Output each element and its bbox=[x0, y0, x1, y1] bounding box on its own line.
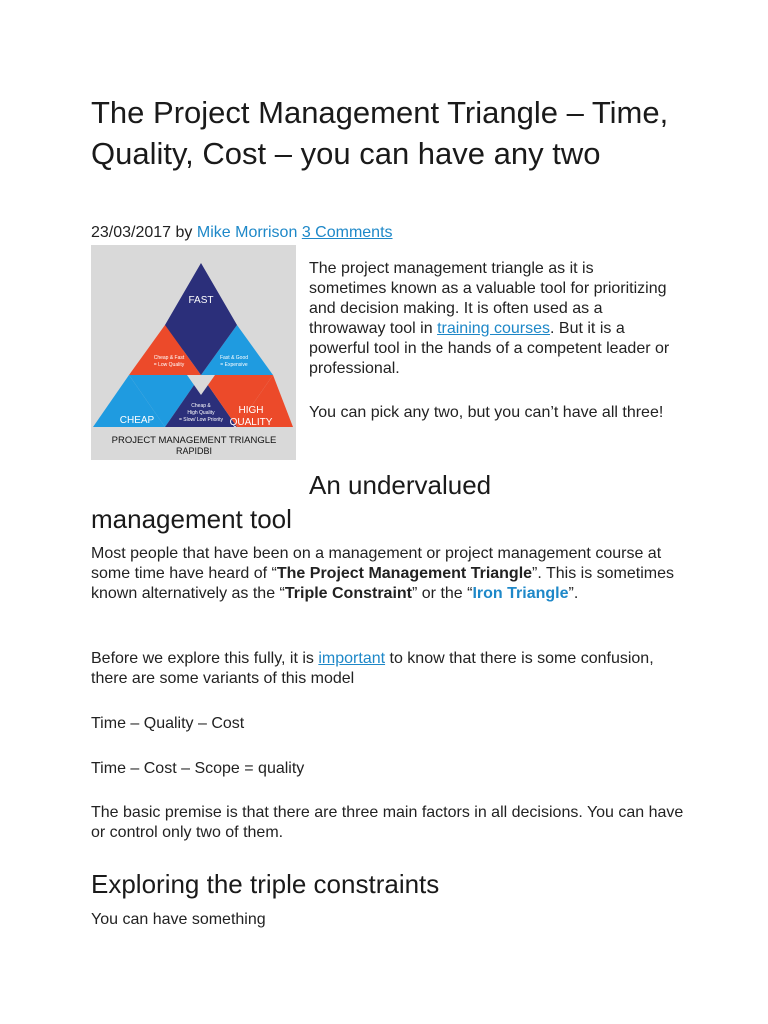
paragraph-4: You can have something bbox=[91, 911, 266, 928]
paragraph-2 bbox=[91, 649, 691, 689]
p1-text-a: Most people that have been on a management or project management course at some time have heard of “ bbox=[91, 545, 662, 582]
triangle-diagram bbox=[91, 245, 296, 460]
label-cheap-fast-1: Cheap & Fast bbox=[153, 355, 185, 361]
term-pm-triangle: The Project Management Triangle bbox=[276, 565, 533, 582]
intro-p1-text-end: . But it is a powerful tool in the hands of a competent leader or professional. bbox=[309, 320, 670, 377]
important-link[interactable]: important bbox=[318, 650, 386, 667]
p1-text-d: ” or the “ bbox=[412, 585, 473, 602]
figure-caption-2: RAPIDBI bbox=[175, 446, 213, 456]
label-cheap-quality-3: = Slow/ Low Priority bbox=[178, 417, 224, 423]
post-meta bbox=[91, 223, 393, 243]
label-fast-good-2: = Expensive bbox=[220, 362, 248, 368]
post-date: 23/03/2017 bbox=[91, 224, 172, 241]
section-heading-2: Exploring the triple constraints bbox=[91, 869, 440, 899]
paragraph-3: The basic premise is that there are three main factors in all decisions. You can have or control only two of them. bbox=[91, 804, 684, 841]
intro-text bbox=[309, 259, 674, 423]
figure-caption-1: PROJECT MANAGEMENT TRIANGLE bbox=[111, 435, 277, 446]
intro-p1-text: The project management triangle as it is sometimes known as a valuable tool for prioritizing and decision making. It is often used as a throwaway tool in bbox=[309, 260, 667, 337]
triangle-figure bbox=[91, 245, 296, 460]
label-cheap: CHEAP bbox=[119, 415, 155, 426]
article-title: The Project Management Triangle – Time, Quality, Cost – you can have any two bbox=[91, 95, 669, 171]
paragraph-1 bbox=[91, 544, 691, 604]
label-quality: QUALITY bbox=[229, 417, 273, 428]
intro-paragraph-2: You can pick any two, but you can’t have all three! bbox=[309, 404, 664, 421]
label-fast-good-1: Fast & Good bbox=[219, 355, 249, 361]
variant-1: Time – Quality – Cost bbox=[91, 715, 245, 732]
section-heading-1-line-2: management tool bbox=[91, 504, 292, 534]
variant-2: Time – Cost – Scope = quality bbox=[91, 760, 305, 777]
author-link[interactable]: Mike Morrison bbox=[196, 224, 298, 241]
section-heading-1-line-1: An undervalued bbox=[309, 470, 492, 500]
label-cheap-fast-2: = Low Quality bbox=[153, 362, 185, 368]
label-high: HIGH bbox=[238, 405, 264, 416]
training-courses-link[interactable]: training courses bbox=[437, 320, 551, 337]
p2-text-a: Before we explore this fully, it is bbox=[91, 650, 319, 667]
intro-paragraph-1 bbox=[309, 259, 674, 379]
label-cheap-quality-1: Cheap & bbox=[191, 403, 211, 409]
post-by: by bbox=[175, 224, 193, 241]
p1-text-c: ”. This is sometimes known alternatively as the “ bbox=[91, 565, 674, 602]
p1-text-e: ”. bbox=[568, 585, 579, 602]
iron-triangle-link[interactable]: Iron Triangle bbox=[472, 585, 569, 602]
term-triple-constraint: Triple Constraint bbox=[284, 585, 412, 602]
p2-text-b: to know that there is some confusion, there are some variants of this model bbox=[91, 650, 654, 687]
label-fast: FAST bbox=[188, 295, 214, 306]
label-cheap-quality-2: High Quality bbox=[187, 410, 215, 416]
comments-link[interactable]: 3 Comments bbox=[301, 224, 393, 241]
